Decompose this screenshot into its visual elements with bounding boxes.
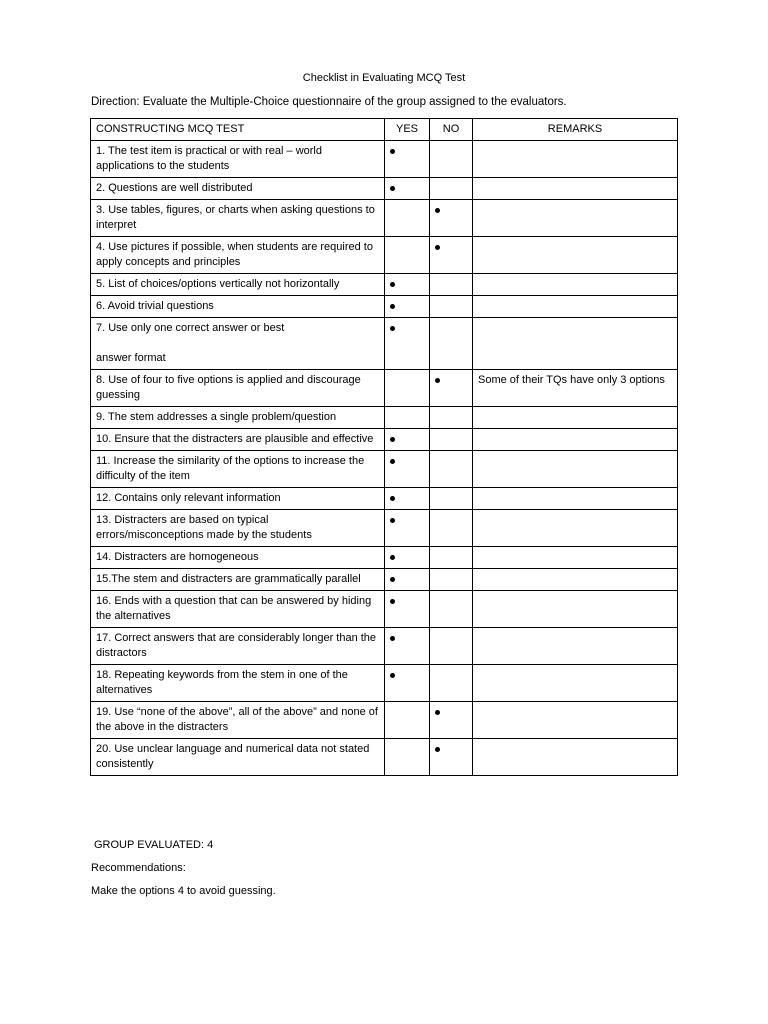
- table-row: [91, 429, 678, 451]
- item-text: 15.The stem and distracters are grammatically parallel: [91, 569, 385, 591]
- header-remarks: REMARKS: [473, 119, 678, 141]
- remarks-cell: [473, 451, 678, 488]
- yes-cell: [385, 665, 430, 702]
- item-text: 5. List of choices/options vertically not horizontally: [91, 274, 385, 296]
- group-evaluated: GROUP EVALUATED: 4: [94, 839, 214, 851]
- yes-cell: [385, 591, 430, 628]
- remarks-cell: [473, 296, 678, 318]
- header-yes: YES: [385, 119, 430, 141]
- yes-cell: [385, 739, 430, 776]
- table-row: [91, 451, 678, 488]
- table-row: [91, 370, 678, 407]
- bullet-mark-icon: [390, 149, 395, 154]
- bullet-mark-icon: [435, 710, 440, 715]
- table-row: [91, 739, 678, 776]
- remarks-cell: [473, 274, 678, 296]
- table-row: [91, 510, 678, 547]
- no-cell: [430, 296, 473, 318]
- item-text: 12. Contains only relevant information: [91, 488, 385, 510]
- no-cell: [430, 547, 473, 569]
- yes-cell: [385, 547, 430, 569]
- bullet-mark-icon: [390, 555, 395, 560]
- item-text: 1. The test item is practical or with real – world applications to the students: [91, 141, 385, 178]
- yes-cell: [385, 510, 430, 547]
- yes-cell: [385, 141, 430, 178]
- item-text: 6. Avoid trivial questions: [91, 296, 385, 318]
- item-text: 7. Use only one correct answer or best answer format: [91, 318, 385, 370]
- remarks-cell: [473, 237, 678, 274]
- checklist-table: [90, 118, 678, 776]
- bullet-mark-icon: [390, 518, 395, 523]
- direction-text: Direction: Evaluate the Multiple-Choice questionnaire of the group assigned to the evaluators.: [91, 96, 567, 108]
- bullet-mark-icon: [390, 304, 395, 309]
- yes-cell: [385, 429, 430, 451]
- table-row: [91, 296, 678, 318]
- table-row: [91, 665, 678, 702]
- no-cell: [430, 237, 473, 274]
- header-no: NO: [430, 119, 473, 141]
- yes-cell: [385, 178, 430, 200]
- item-text: 18. Repeating keywords from the stem in one of the alternatives: [91, 665, 385, 702]
- bullet-mark-icon: [390, 186, 395, 191]
- bullet-mark-icon: [390, 673, 395, 678]
- bullet-mark-icon: [390, 496, 395, 501]
- yes-cell: [385, 488, 430, 510]
- bullet-mark-icon: [435, 245, 440, 250]
- no-cell: [430, 702, 473, 739]
- yes-cell: [385, 274, 430, 296]
- no-cell: [430, 451, 473, 488]
- no-cell: [430, 178, 473, 200]
- remarks-cell: [473, 200, 678, 237]
- item-text: 13. Distracters are based on typical errors/misconceptions made by the students: [91, 510, 385, 547]
- no-cell: [430, 628, 473, 665]
- no-cell: [430, 407, 473, 429]
- remarks-cell: [473, 141, 678, 178]
- no-cell: [430, 510, 473, 547]
- table-row: [91, 591, 678, 628]
- no-cell: [430, 591, 473, 628]
- yes-cell: [385, 237, 430, 274]
- yes-cell: [385, 407, 430, 429]
- item-text: 8. Use of four to five options is applied and discourage guessing: [91, 370, 385, 407]
- bullet-mark-icon: [390, 437, 395, 442]
- remarks-cell: [473, 429, 678, 451]
- bullet-mark-icon: [390, 599, 395, 604]
- remarks-cell: [473, 628, 678, 665]
- bullet-mark-icon: [390, 636, 395, 641]
- item-text: 10. Ensure that the distracters are plausible and effective: [91, 429, 385, 451]
- yes-cell: [385, 451, 430, 488]
- bullet-mark-icon: [435, 378, 440, 383]
- table-row: [91, 547, 678, 569]
- bullet-mark-icon: [435, 747, 440, 752]
- remarks-cell: [473, 569, 678, 591]
- item-text: 16. Ends with a question that can be answered by hiding the alternatives: [91, 591, 385, 628]
- no-cell: [430, 141, 473, 178]
- remarks-cell: [473, 488, 678, 510]
- yes-cell: [385, 318, 430, 370]
- table-row: [91, 407, 678, 429]
- remarks-cell: [473, 665, 678, 702]
- yes-cell: [385, 200, 430, 237]
- item-text: 4. Use pictures if possible, when students are required to apply concepts and principles: [91, 237, 385, 274]
- remarks-cell: [473, 318, 678, 370]
- no-cell: [430, 488, 473, 510]
- bullet-mark-icon: [390, 326, 395, 331]
- checklist-body: [91, 141, 678, 776]
- item-text: 3. Use tables, figures, or charts when asking questions to interpret: [91, 200, 385, 237]
- remarks-cell: Some of their TQs have only 3 options: [473, 370, 678, 407]
- recommendations-text: Make the options 4 to avoid guessing.: [91, 885, 276, 897]
- remarks-cell: [473, 702, 678, 739]
- remarks-cell: [473, 547, 678, 569]
- table-row: [91, 200, 678, 237]
- recommendations-label: Recommendations:: [91, 862, 186, 874]
- remarks-cell: [473, 739, 678, 776]
- remarks-cell: [473, 178, 678, 200]
- remarks-cell: [473, 510, 678, 547]
- yes-cell: [385, 569, 430, 591]
- no-cell: [430, 370, 473, 407]
- yes-cell: [385, 370, 430, 407]
- header-item: CONSTRUCTING MCQ TEST: [91, 119, 385, 141]
- table-row: [91, 237, 678, 274]
- no-cell: [430, 739, 473, 776]
- yes-cell: [385, 628, 430, 665]
- no-cell: [430, 200, 473, 237]
- no-cell: [430, 429, 473, 451]
- table-row: [91, 178, 678, 200]
- item-text: 2. Questions are well distributed: [91, 178, 385, 200]
- bullet-mark-icon: [390, 282, 395, 287]
- remarks-cell: [473, 407, 678, 429]
- yes-cell: [385, 702, 430, 739]
- table-row: [91, 488, 678, 510]
- bullet-mark-icon: [390, 459, 395, 464]
- bullet-mark-icon: [435, 208, 440, 213]
- table-row: [91, 274, 678, 296]
- document-title: Checklist in Evaluating MCQ Test: [302, 72, 466, 84]
- bullet-mark-icon: [390, 577, 395, 582]
- table-row: [91, 628, 678, 665]
- yes-cell: [385, 296, 430, 318]
- item-text: 19. Use “none of the above”, all of the above” and none of the above in the distracters: [91, 702, 385, 739]
- item-text: 9. The stem addresses a single problem/question: [91, 407, 385, 429]
- no-cell: [430, 318, 473, 370]
- remarks-cell: [473, 591, 678, 628]
- table-row: [91, 702, 678, 739]
- item-text: 17. Correct answers that are considerably longer than the distractors: [91, 628, 385, 665]
- no-cell: [430, 274, 473, 296]
- table-header-row: [91, 119, 678, 141]
- table-row: [91, 318, 678, 370]
- item-text: 14. Distracters are homogeneous: [91, 547, 385, 569]
- table-row: [91, 141, 678, 178]
- no-cell: [430, 665, 473, 702]
- item-text: 11. Increase the similarity of the options to increase the difficulty of the item: [91, 451, 385, 488]
- item-text: 20. Use unclear language and numerical data not stated consistently: [91, 739, 385, 776]
- table-row: [91, 569, 678, 591]
- no-cell: [430, 569, 473, 591]
